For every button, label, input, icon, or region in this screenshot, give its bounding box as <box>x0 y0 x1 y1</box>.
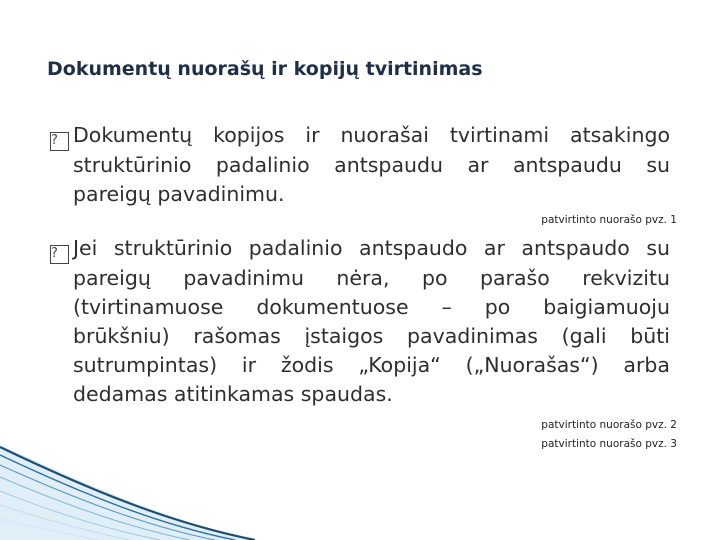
bullet-line: dedamas atitinkamas spaudas. <box>73 382 393 406</box>
bullet-line: (tvirtinamuose dokumentuose – po baigiamuoju <box>73 295 670 319</box>
bullet-line <box>50 234 670 264</box>
bullet-marker-icon: ? <box>50 132 69 151</box>
example-link-2[interactable]: patvirtinto nuorašo pvz. 2 <box>541 419 677 431</box>
bullet-item-2 <box>50 234 670 409</box>
bullet-line: pareigų pavadinimu. <box>73 182 285 206</box>
corner-wave-decoration <box>0 445 260 540</box>
bullet-text: Jei struktūrinio padalinio antspaudo ar antspaudo su <box>73 236 670 260</box>
example-link-1[interactable]: patvirtinto nuorašo pvz. 1 <box>541 214 677 226</box>
bullet-line: struktūrinio padalinio antspaudu ar antspaudu su <box>73 153 670 177</box>
page-title: Dokumentų nuorašų ir kopijų tvirtinimas <box>47 58 483 80</box>
bullet-marker-icon: ? <box>50 245 69 264</box>
bullet-line: brūkšniu) rašomas įstaigos pavadinimas (gali būti <box>73 324 670 348</box>
bullet-line: pareigų pavadinimu nėra, po parašo rekvizitu <box>73 266 670 290</box>
bullet-line: sutrumpintas) ir žodis „Kopija“ („Nuorašas“) arba <box>73 353 670 377</box>
bullet-text: Dokumentų kopijos ir nuorašai tvirtinami atsakingo <box>73 123 670 147</box>
bullet-line <box>50 121 670 151</box>
bullet-item-1 <box>50 121 670 209</box>
example-link-3[interactable]: patvirtinto nuorašo pvz. 3 <box>541 438 677 450</box>
